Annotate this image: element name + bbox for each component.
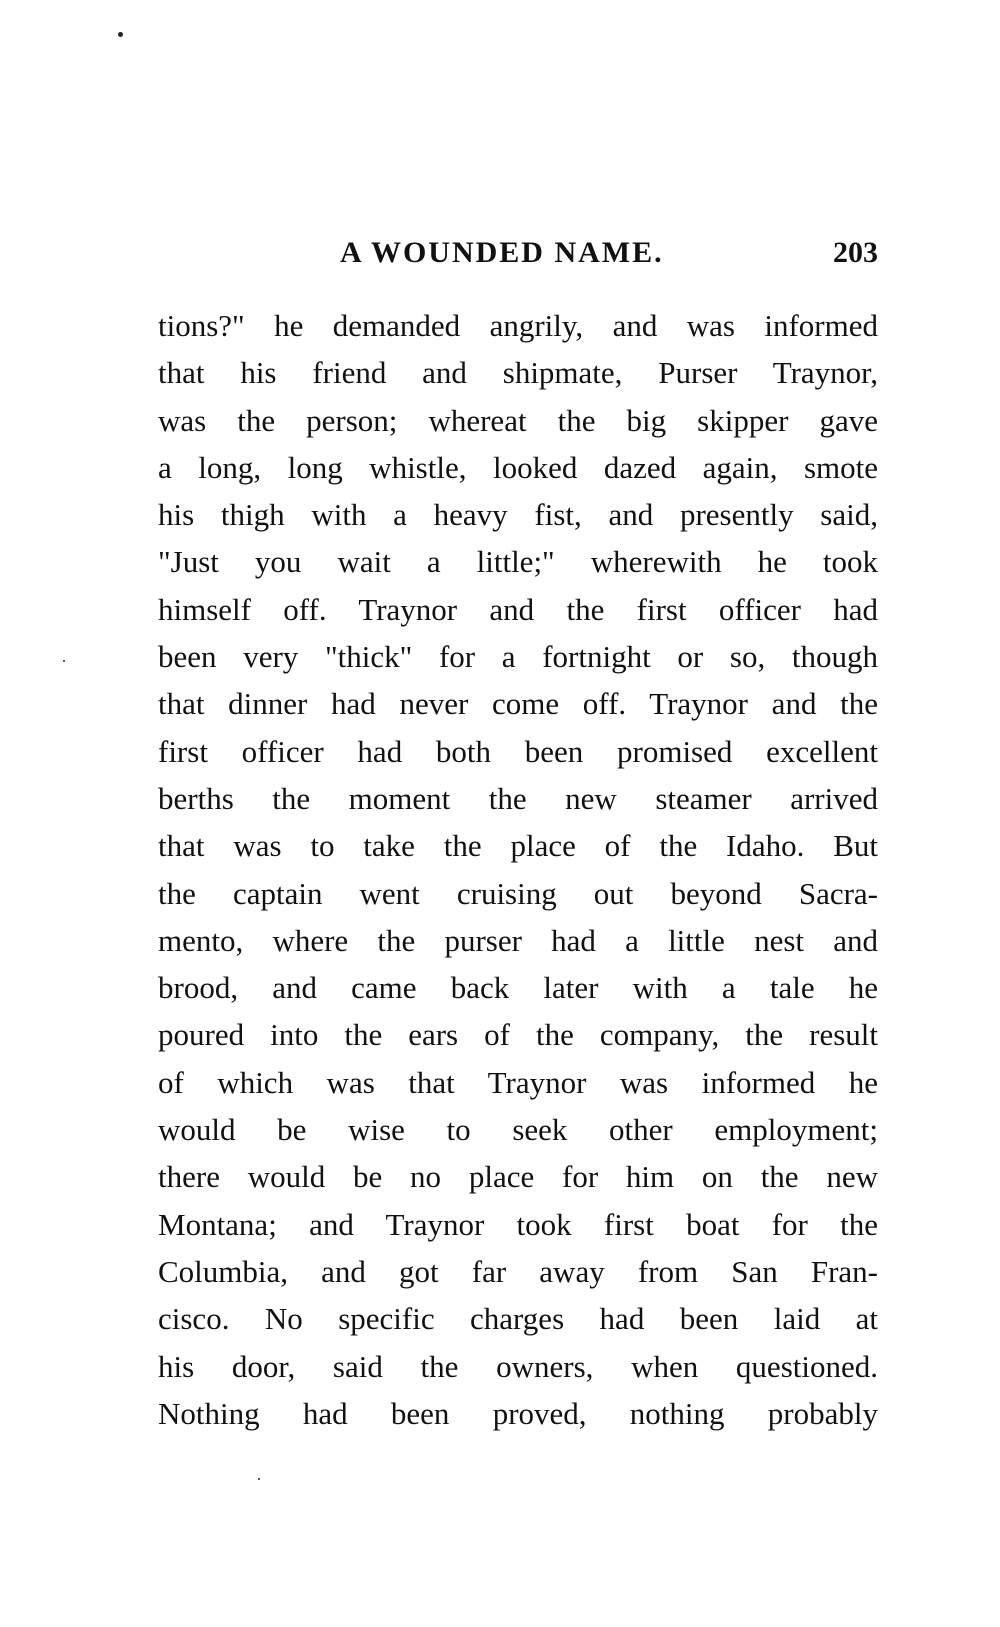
- text-line: "Just you wait a little;" wherewith he took: [158, 544, 878, 580]
- text-line: Montana; and Traynor took first boat for the: [158, 1206, 878, 1242]
- print-speck: [118, 32, 123, 37]
- text-line: his thigh with a heavy fist, and presently said,: [158, 497, 878, 533]
- text-line: berths the moment the new steamer arrived: [158, 780, 878, 816]
- body-text: [158, 302, 878, 1437]
- text-line: been very "thick" for a fortnight or so, though: [158, 639, 878, 675]
- text-line: mento, where the purser had a little nest and: [158, 922, 878, 958]
- text-line: poured into the ears of the company, the result: [158, 1017, 878, 1053]
- text-line: tions?" he demanded angrily, and was informed: [158, 308, 878, 343]
- text-line: that dinner had never come off. Traynor and the: [158, 686, 878, 722]
- text-line: Nothing had been proved, nothing probably: [158, 1395, 878, 1431]
- text-line: cisco. No specific charges had been laid at: [158, 1301, 878, 1337]
- text-line: the captain went cruising out beyond Sacra-: [158, 875, 878, 911]
- text-line: that his friend and shipmate, Purser Traynor,: [158, 355, 878, 391]
- text-line: there would be no place for him on the new: [158, 1159, 878, 1195]
- page-number: 203: [833, 236, 878, 269]
- print-speck: [258, 1478, 260, 1480]
- print-speck: [63, 660, 65, 662]
- text-line: would be wise to seek other employment;: [158, 1112, 878, 1148]
- text-line: brood, and came back later with a tale he: [158, 970, 878, 1006]
- text-line: was the person; whereat the big skipper gave: [158, 402, 878, 438]
- text-line: first officer had both been promised excellent: [158, 733, 878, 769]
- running-title: A WOUNDED NAME.: [340, 236, 664, 269]
- text-line: his door, said the owners, when questioned.: [158, 1348, 878, 1384]
- text-line: himself off. Traynor and the first officer had: [158, 591, 878, 627]
- text-line: of which was that Traynor was informed he: [158, 1064, 878, 1100]
- running-head: [158, 236, 878, 276]
- text-line: that was to take the place of the Idaho. But: [158, 828, 878, 864]
- text-line: a long, long whistle, looked dazed again, smote: [158, 449, 878, 485]
- text-line: Columbia, and got far away from San Fran-: [158, 1253, 878, 1289]
